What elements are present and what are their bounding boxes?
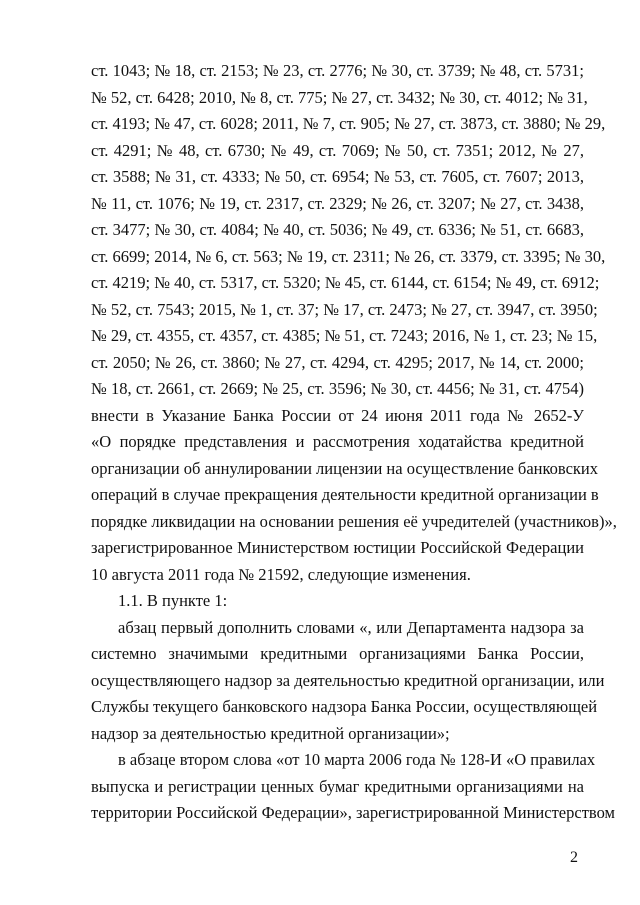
page-number: 2 (570, 849, 578, 866)
text-line: № 29, ст. 4355, ст. 4357, ст. 4385; № 51, ст. 7243; 2016, № 1, ст. 23; № 15, (91, 326, 598, 345)
text-line: порядке ликвидации на основании решения её учредителей (участников)», (91, 511, 617, 531)
text-line: № 11, ст. 1076; № 19, ст. 2317, ст. 2329; № 26, ст. 3207; № 27, ст. 3438, (91, 193, 584, 213)
text-line: ст. 2050; № 26, ст. 3860; № 27, ст. 4294, ст. 4295; 2017, № 14, ст. 2000; (91, 352, 584, 372)
text-line: ст. 6699; 2014, № 6, ст. 563; № 19, ст. 2311; № 26, ст. 3379, ст. 3395; № 30, (91, 246, 606, 266)
text-line: ст. 3588; № 31, ст. 4333; № 50, ст. 6954; № 53, ст. 7605, ст. 7607; 2013, (91, 167, 584, 186)
text-line: территории Российской Федерации», зарегистрированной Министерством (91, 803, 615, 822)
text-line: «О порядке представления и рассмотрения ходатайства кредитной (91, 432, 584, 451)
text-line: абзац первый дополнить словами «, или Департамента надзора за (118, 617, 584, 637)
text-line: системно значимыми кредитными организациями Банка России, (91, 644, 584, 663)
text-line: выпуска и регистрации ценных бумаг кредитными организациями на (91, 776, 584, 796)
text-line: ст. 4219; № 40, ст. 5317, ст. 5320; № 45, ст. 6144, ст. 6154; № 49, ст. 6912; (91, 273, 600, 292)
text-line: ст. 4193; № 47, ст. 6028; 2011, № 7, ст. 905; № 27, ст. 3873, ст. 3880; № 29, (91, 114, 606, 133)
text-line: ст. 1043; № 18, ст. 2153; № 23, ст. 2776; № 30, ст. 3739; № 48, ст. 5731; (91, 61, 584, 80)
text-line: № 18, ст. 2661, ст. 2669; № 25, ст. 3596; № 30, ст. 4456; № 31, ст. 4754) (91, 379, 584, 398)
text-line: в абзаце втором слова «от 10 марта 2006 года № 128-И «О правилах (118, 750, 596, 769)
text-line: организации об аннулировании лицензии на осуществление банковских (91, 458, 599, 478)
text-line: внести в Указание Банка России от 24 июня 2011 года № 2652-У (91, 405, 584, 425)
text-line: зарегистрированное Министерством юстиции Российской Федерации (91, 538, 584, 557)
text-line: № 52, ст. 6428; 2010, № 8, ст. 775; № 27, ст. 3432; № 30, ст. 4012; № 31, (91, 87, 588, 107)
text-line: № 52, ст. 7543; 2015, № 1, ст. 37; № 17, ст. 2473; № 27, ст. 3947, ст. 3950; (91, 299, 598, 319)
text-line: 10 августа 2011 года № 21592, следующие изменения. (91, 564, 471, 584)
text-line: 1.1. В пункте 1: (118, 591, 228, 610)
text-line: операций в случае прекращения деятельности кредитной организации в (91, 485, 599, 504)
text-line: ст. 4291; № 48, ст. 6730; № 49, ст. 7069; № 50, ст. 7351; 2012, № 27, (91, 140, 584, 160)
text-line: осуществляющего надзор за деятельностью кредитной организации, или (91, 670, 605, 690)
text-line: ст. 3477; № 30, ст. 4084; № 40, ст. 5036; № 49, ст. 6336; № 51, ст. 6683, (91, 220, 584, 239)
text-line: надзор за деятельностью кредитной организации»; (91, 723, 450, 743)
document-body (91, 58, 617, 827)
text-line: Службы текущего банковского надзора Банка России, осуществляющей (91, 697, 598, 716)
